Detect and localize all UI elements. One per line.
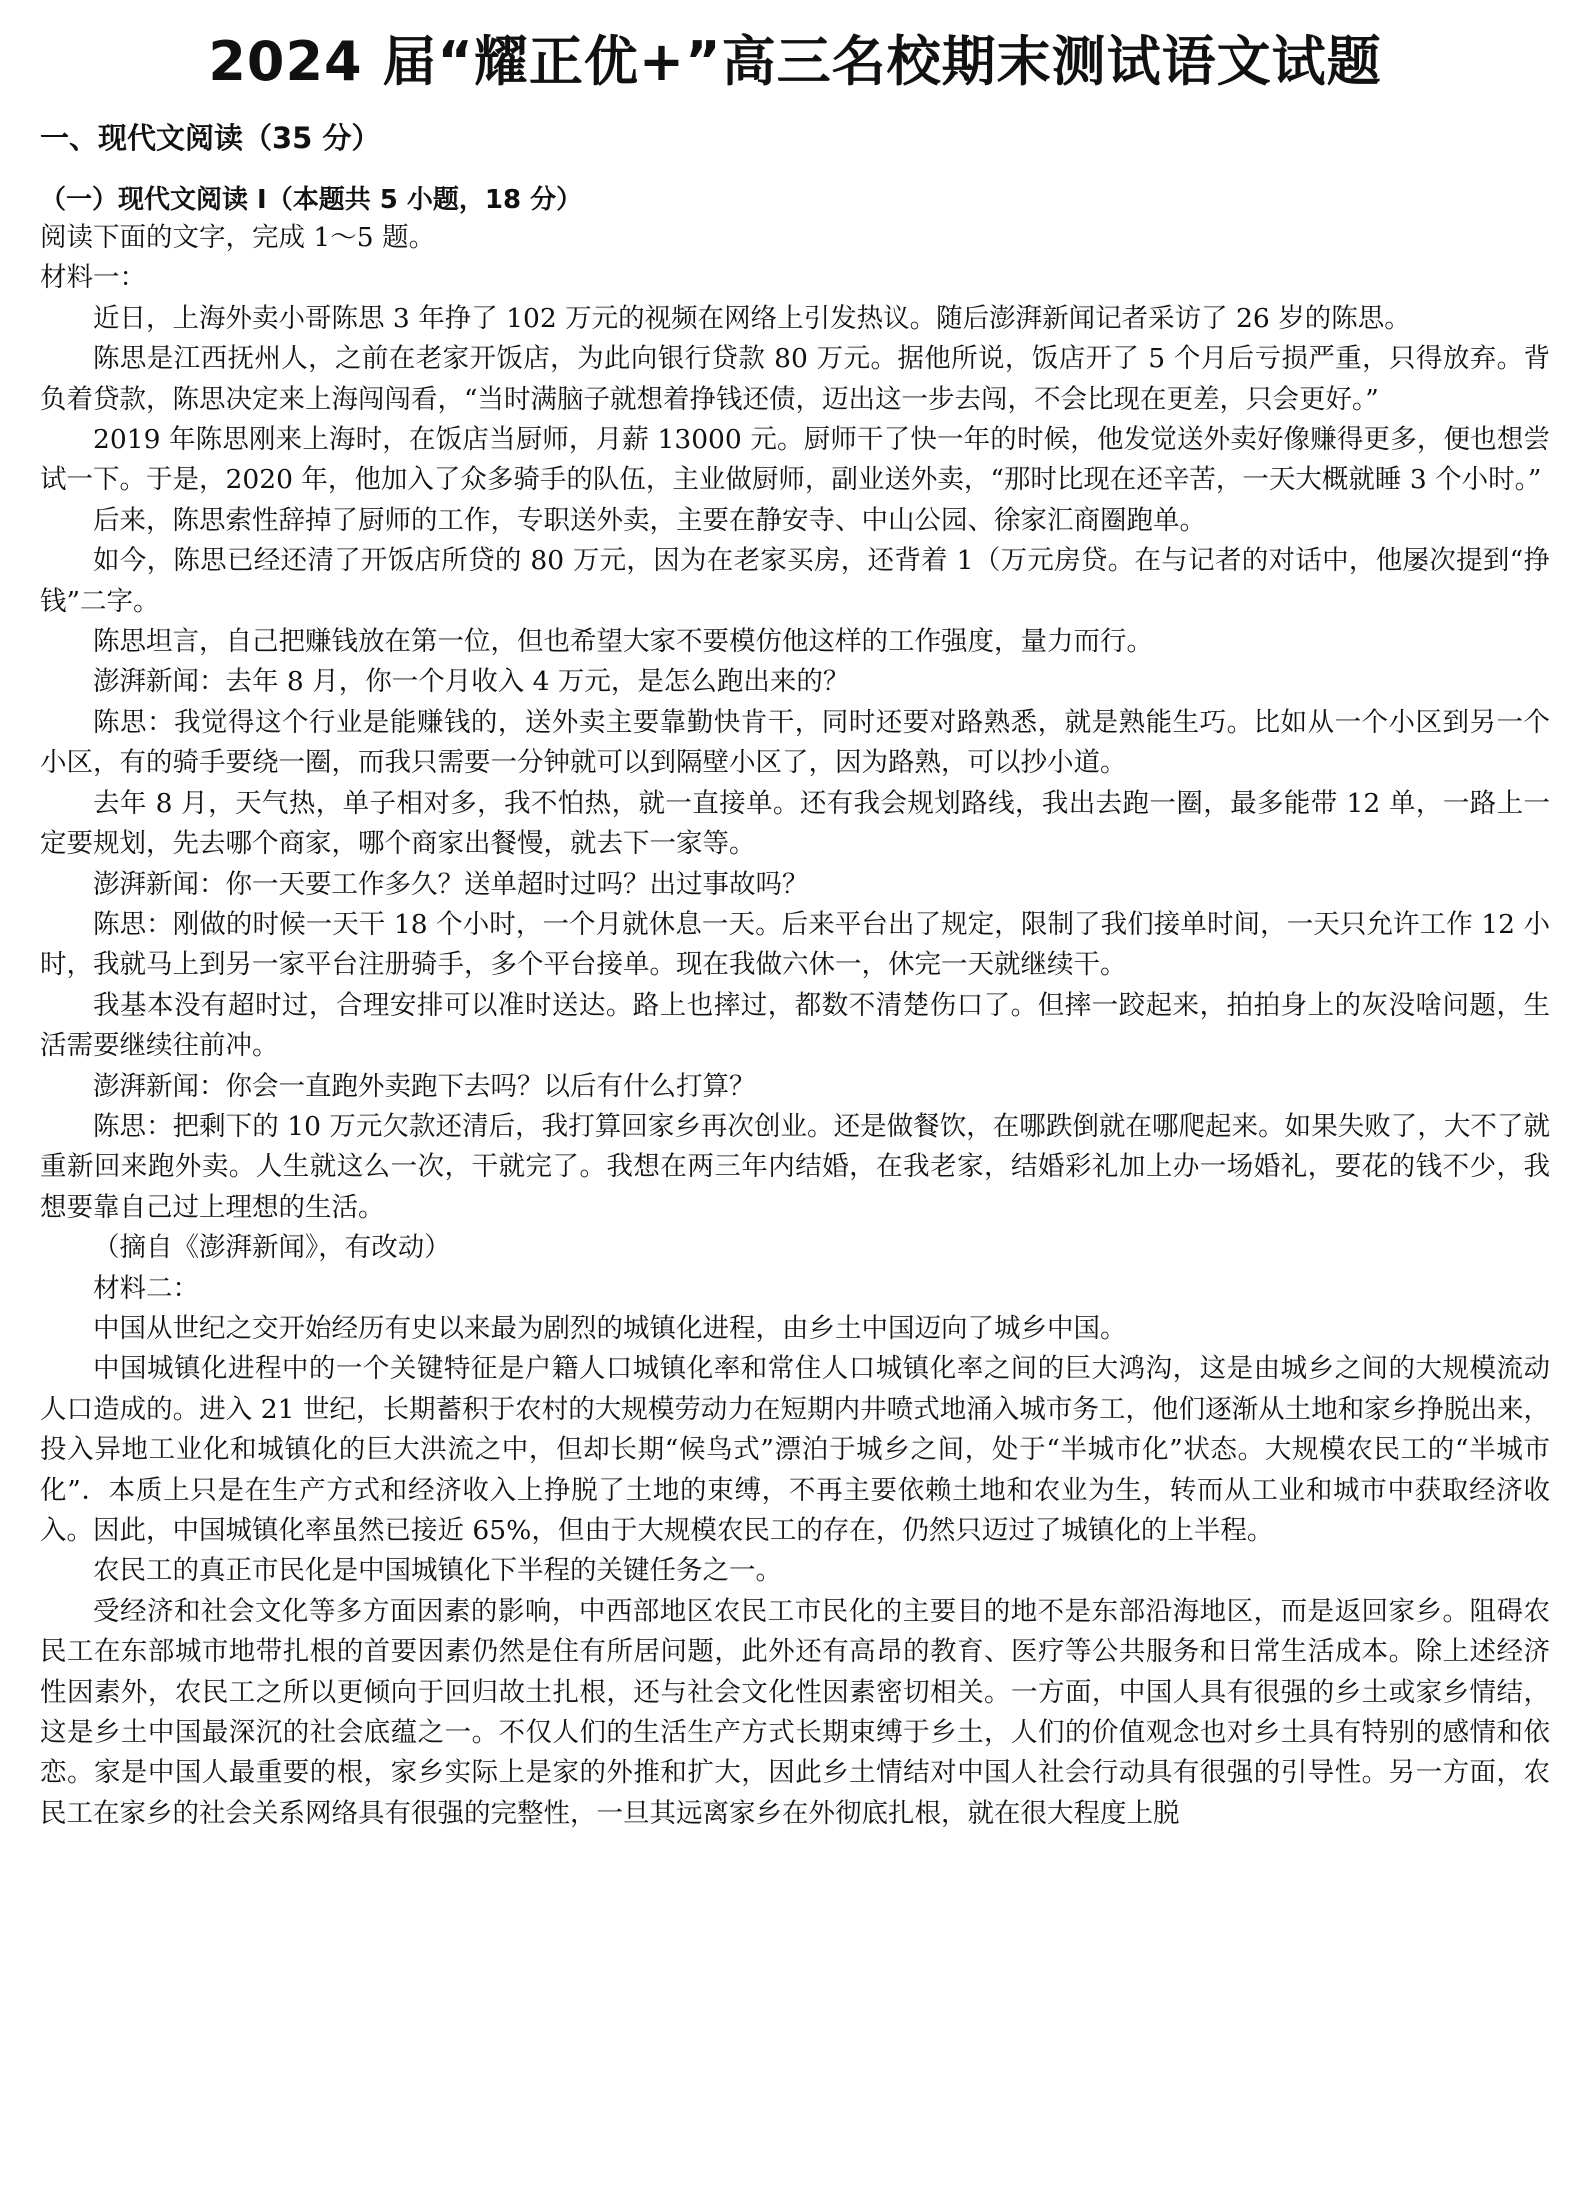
paragraph: 陈思坦言，自己把赚钱放在第一位，但也希望大家不要模仿他这样的工作强度，量力而行。 <box>93 626 1153 658</box>
source-citation: （摘自《澎湃新闻》，有改动） <box>93 1232 451 1264</box>
paragraph: 近日，上海外卖小哥陈思 3 年挣了 102 万元的视频在网络上引发热议。随后澎湃新闻记者采访了 26 岁的陈思。 <box>93 302 1411 334</box>
paragraph: 受经济和社会文化等多方面因素的影响，中西部地区农民工市民化的主要目的地不是东部沿海地区，而是返回家乡。阻碍农民工在东部城市地带扎根的首要因素仍然是住有所居问题，此外还有高昂的教育、医疗等公共服务和日常生活成本。除上述经济性因素外，农民工之所以更倾向于回归故土扎根，还与社会文化性因素密切相关。一方面，中国人具有很强的乡土或家乡情结，这是乡土中国最深沉的社会底蕴之一。不仅人们的生活生产方式长期束缚于乡土，人们的价值观念也对乡土具有特别的感情和依恋。家是中国人最重要的根，家乡实际上是家的外推和扩大，因此乡土情结对中国人社会行动具有很强的引导性。另一方面，农民工在家乡的社会关系网络具有很强的完整性，一旦其远离家乡在外彻底扎根，就在很大程度上脱 <box>40 1595 1550 1829</box>
paragraph: 中国从世纪之交开始经历有史以来最为剧烈的城镇化进程，由乡土中国迈向了城乡中国。 <box>93 1312 1127 1344</box>
paragraph: 如今，陈思已经还清了开饭店所贷的 80 万元，因为在老家买房，还背着 1（万元房贷。在与记者的对话中，他屡次提到“挣钱”二字。 <box>40 545 1550 617</box>
paragraph: 陈思：我觉得这个行业是能赚钱的，送外卖主要靠勤快肯干，同时还要对路熟悉，就是熟能生巧。比如从一个小区到另一个小区，有的骑手要绕一圈，而我只需要一分钟就可以到隔壁小区了，因为路熟，可以抄小道。 <box>40 706 1550 779</box>
paragraph: 我基本没有超时过，合理安排可以准时送达。路上也摔过，都数不清楚伤口了。但摔一跤起来，拍拍身上的灰没啥问题，生活需要继续往前冲。 <box>40 989 1550 1062</box>
paragraph: 中国城镇化进程中的一个关键特征是户籍人口城镇化率和常住人口城镇化率之间的巨大鸿沟，这是由城乡之间的大规模流动人口造成的。进入 21 世纪，长期蓄积于农村的大规模劳动力在短期内井喷式地涌入城市务工，他们逐渐从土地和家乡挣脱出来，投入异地工业化和城镇化的巨大洪流之中，但却长期“候鸟式”漂泊于城乡之间，处于“半城市化”状态。大规模农民工的“半城市化”．本质上只是在生产方式和经济收入上挣脱了土地的束缚，不再主要依赖土地和农业为生，转而从工业和城市中获取经济收入。因此，中国城镇化率虽然已接近 65%，但由于大规模农民工的存在，仍然只迈过了城镇化的上半程。 <box>40 1353 1550 1546</box>
material-label: 材料二： <box>93 1272 199 1304</box>
exam-title: 2024 届“耀正优+”高三名校期末测试语文试题 <box>208 30 1382 93</box>
paragraph: 澎湃新闻：你会一直跑外卖跑下去吗？以后有什么打算？ <box>93 1070 756 1102</box>
exam-page <box>40 20 1550 1834</box>
instruction-text: 阅读下面的文字，完成 1～5 题。 <box>40 222 436 253</box>
paragraph: 去年 8 月，天气热，单子相对多，我不怕热，就一直接单。还有我会规划路线，我出去跑一圈，最多能带 12 单，一路上一定要规划，先去哪个商家，哪个商家出餐慢，就去下一家等。 <box>40 787 1550 860</box>
section-heading: 一、现代文阅读（35 分） <box>40 121 381 155</box>
paragraph: 农民工的真正市民化是中国城镇化下半程的关键任务之一。 <box>93 1555 782 1587</box>
paragraph: 陈思是江西抚州人，之前在老家开饭店，为此向银行贷款 80 万元。据他所说，饭店开了 5 个月后亏损严重，只得放弃。背负着贷款，陈思决定来上海闯闯看，“当时满脑子就想着挣钱还债，迈出这一步去闯，不会比现在更差，只会更好。” <box>40 343 1550 415</box>
paragraph: 澎湃新闻：去年 8 月，你一个月收入 4 万元，是怎么跑出来的？ <box>93 666 850 698</box>
material-label: 材料一： <box>40 262 146 294</box>
paragraph: 陈思：把剩下的 10 万元欠款还清后，我打算回家乡再次创业。还是做餐饮，在哪跌倒就在哪爬起来。如果失败了，大不了就重新回来跑外卖。人生就这么一次，干就完了。我想在两三年内结婚，在我老家，结婚彩礼加上办一场婚礼，要花的钱不少，我想要靠自己过上理想的生活。 <box>40 1110 1550 1223</box>
paragraph: 澎湃新闻：你一天要工作多久？送单超时过吗？出过事故吗？ <box>93 868 809 900</box>
paragraph: 后来，陈思索性辞掉了厨师的工作，专职送外卖，主要在静安寺、中山公园、徐家汇商圈跑单。 <box>93 504 1206 536</box>
paragraph: 陈思：刚做的时候一天干 18 个小时，一个月就休息一天。后来平台出了规定，限制了我们接单时间，一天只允许工作 12 小时，我就马上到另一家平台注册骑手，多个平台接单。现在我做六休一，休完一天就继续干。 <box>40 908 1550 981</box>
paragraph: 2019 年陈思刚来上海时，在饭店当厨师，月薪 13000 元。厨师干了快一年的时候，他发觉送外卖好像赚得更多，便也想尝试一下。于是，2020 年，他加入了众多骑手的队伍，主业做厨师，副业送外卖，“那时比现在还辛苦，一天大概就睡 3 个小时。” <box>40 424 1550 496</box>
subsection-heading: （一）现代文阅读 I（本题共 5 小题，18 分） <box>40 185 583 215</box>
reading-text <box>40 218 1550 1834</box>
